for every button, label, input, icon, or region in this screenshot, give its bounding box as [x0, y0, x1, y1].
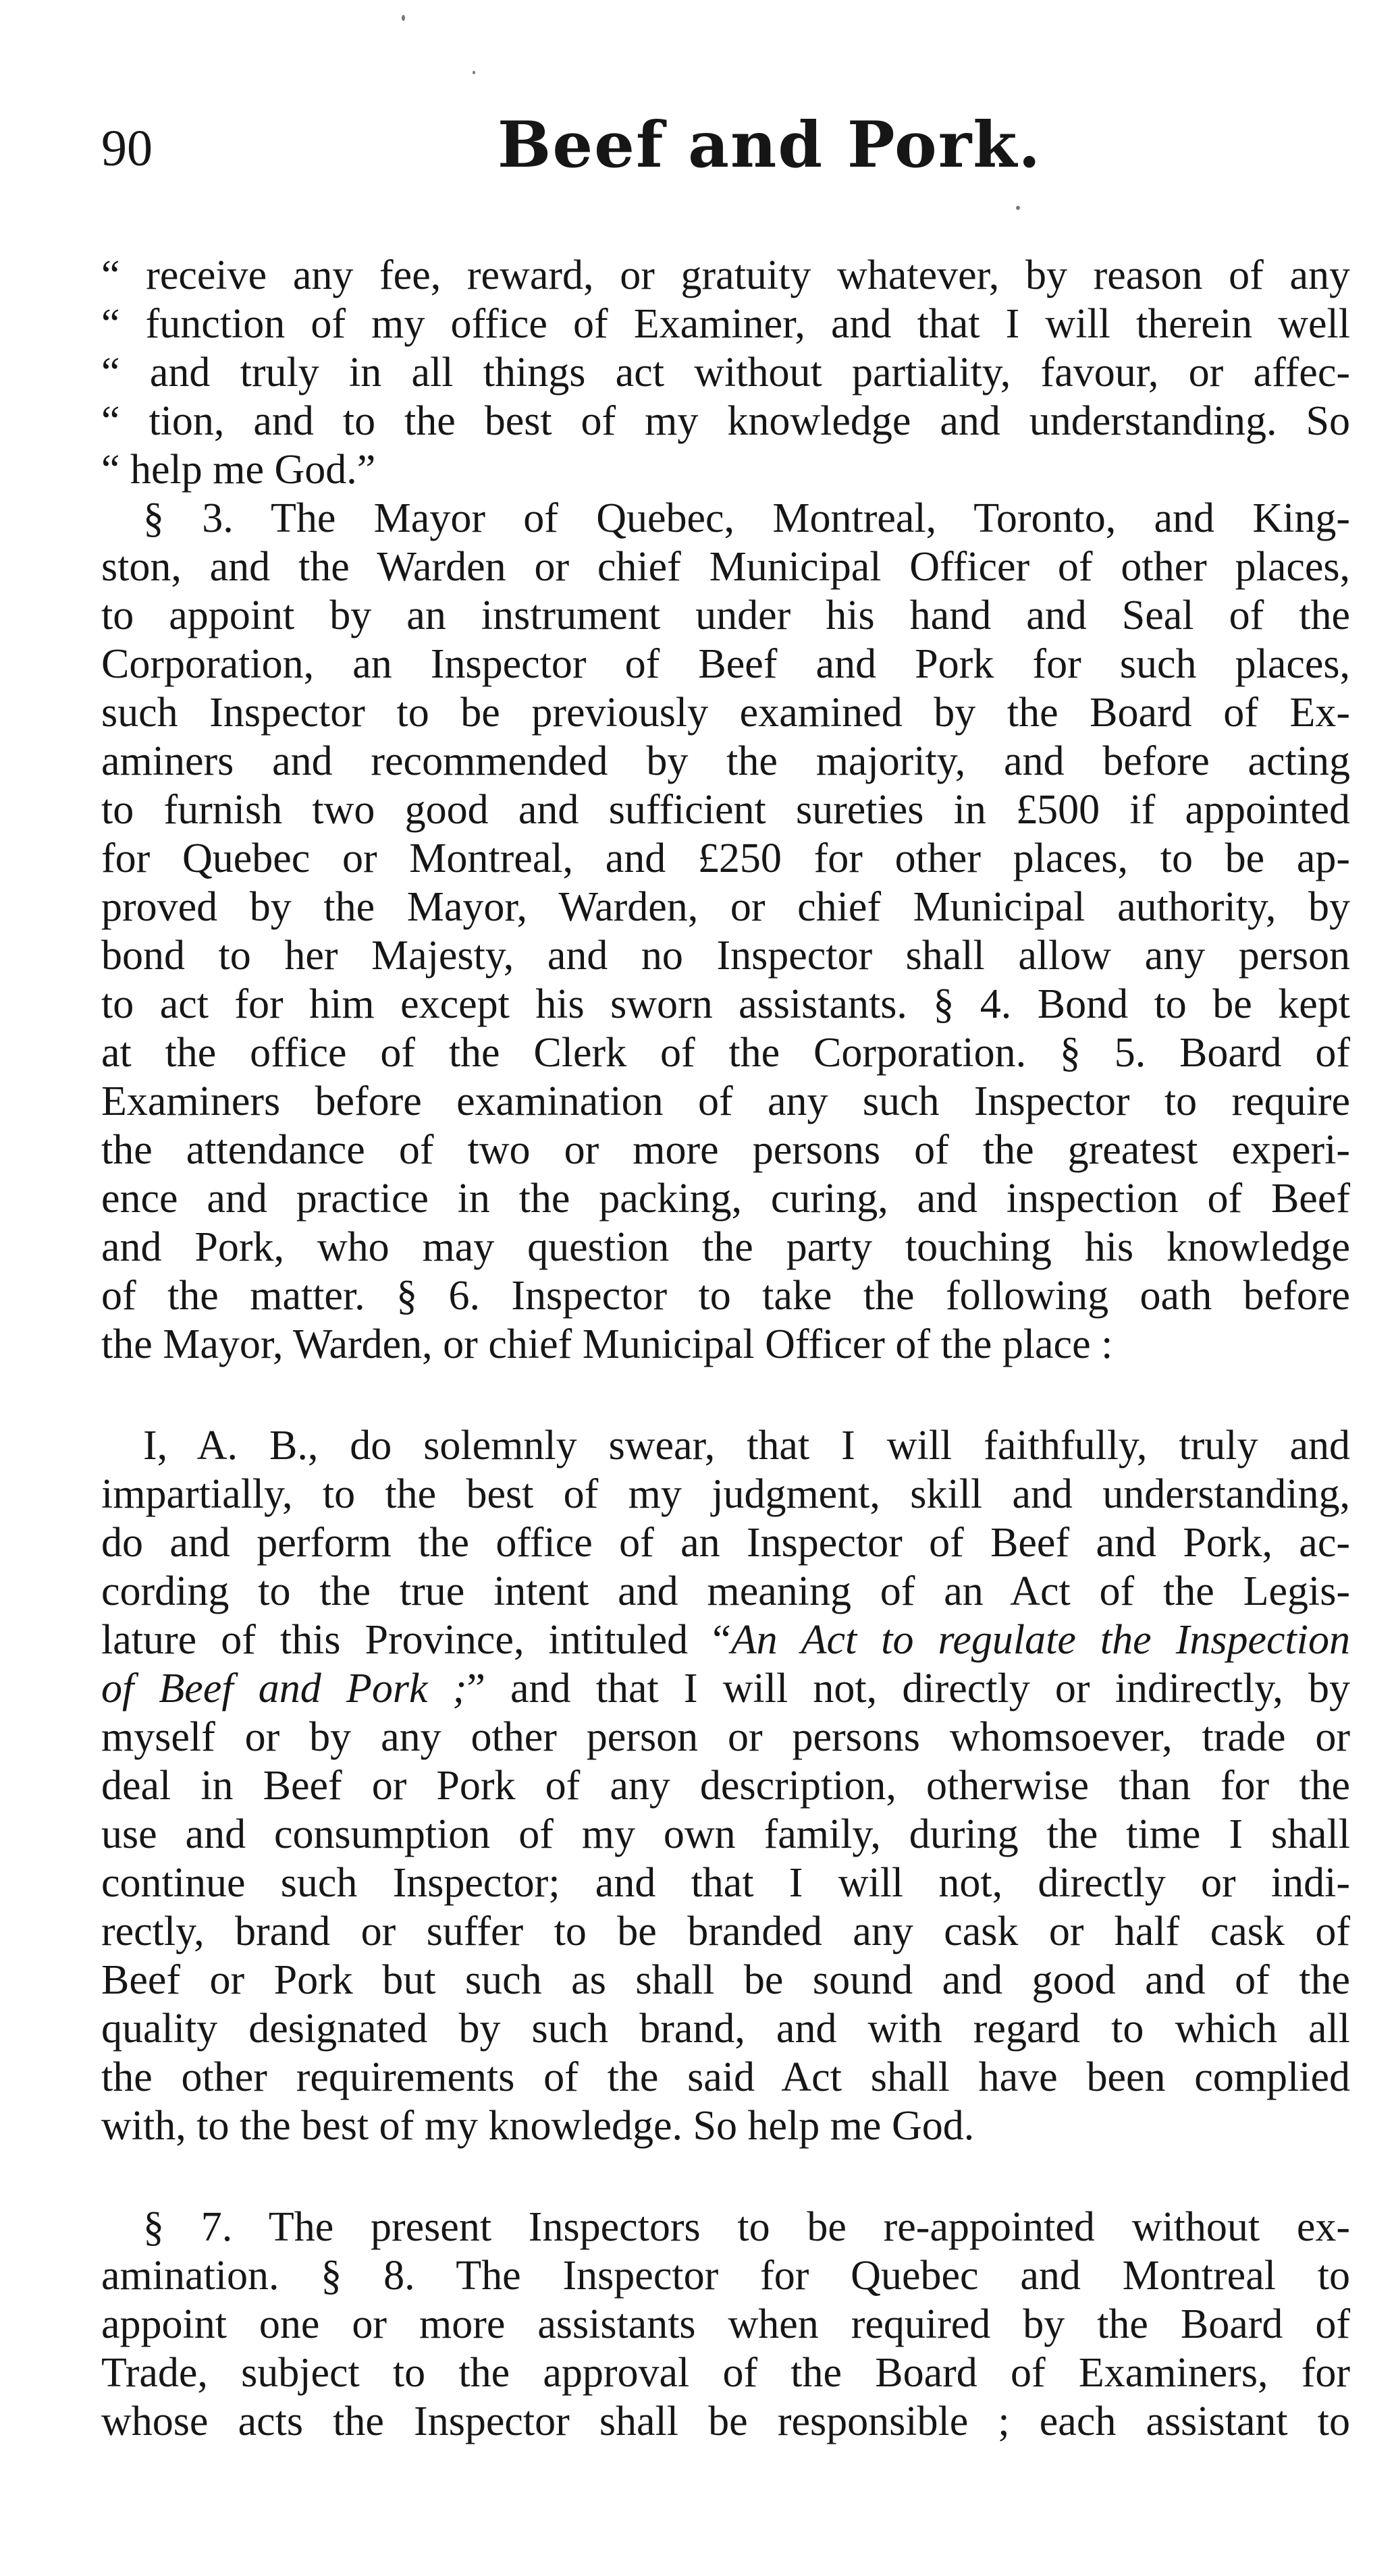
text-line: for Quebec or Montreal, and £250 for other places, to be ap-: [101, 835, 1350, 881]
text-line: continue such Inspector; and that I will not, directly or indi-: [101, 1860, 1350, 1906]
text-line: to act for him except his sworn assistants. § 4. Bond to be kept: [101, 981, 1350, 1027]
section-7-paragraph: [101, 2203, 1350, 2446]
text-line: Beef or Pork but such as shall be sound and good and of the: [101, 1957, 1350, 2003]
text-line: “ help me God.”: [101, 447, 376, 493]
text-line: myself or by any other person or persons whomsoever, trade or: [101, 1714, 1350, 1760]
text-line: “ tion, and to the best of my knowledge and understanding. So: [101, 398, 1350, 444]
text-line: ston, and the Warden or chief Municipal Officer of other places,: [101, 544, 1350, 590]
text-line: [101, 1616, 1350, 1664]
text-line: such Inspector to be previously examined by the Board of Ex-: [101, 690, 1350, 736]
text-line: aminers and recommended by the majority, and before acting: [101, 738, 1350, 784]
act-title-italic: An Act to regulate the Inspection: [730, 1617, 1350, 1663]
body-text: [101, 251, 1350, 2446]
text-segment: lature of this Province, intituled “: [101, 1617, 731, 1663]
text-line: the other requirements of the said Act shall have been complied: [101, 2054, 1350, 2100]
text-line: and Pork, who may question the party touching his knowledge: [101, 1224, 1350, 1270]
running-title: Beef and Pork.: [497, 108, 1042, 182]
paragraph-gap: [101, 2150, 1350, 2203]
text-line: at the office of the Clerk of the Corporation. § 5. Board of: [101, 1030, 1350, 1076]
text-segment: ” and that I will not, directly or indirectly, by: [466, 1666, 1350, 1711]
text-line: the attendance of two or more persons of the greatest experi-: [101, 1127, 1350, 1173]
text-line: § 3. The Mayor of Quebec, Montreal, Toronto, and King-: [143, 495, 1350, 541]
text-line: whose acts the Inspector shall be responsible ; each assistant to: [101, 2399, 1350, 2444]
text-line: “ receive any fee, reward, or gratuity whatever, by reason of any: [101, 252, 1350, 298]
text-line: with, to the best of my knowledge. So help me God.: [101, 2103, 975, 2149]
text-line: proved by the Mayor, Warden, or chief Municipal authority, by: [101, 884, 1350, 930]
text-line: Corporation, an Inspector of Beef and Pork for such places,: [101, 641, 1350, 687]
text-line: use and consumption of my own family, during the time I shall: [101, 1811, 1350, 1857]
print-speck: [473, 71, 475, 74]
page-header: [101, 101, 1350, 209]
text-line: impartially, to the best of my judgment, skill and understanding,: [101, 1471, 1350, 1517]
text-line: Trade, subject to the approval of the Board of Examiners, for: [101, 2350, 1350, 2396]
inspector-oath-paragraph: [101, 1421, 1350, 2150]
text-line: ence and practice in the packing, curing, and inspection of Beef: [101, 1176, 1350, 1222]
print-speck: [1016, 206, 1020, 210]
text-line: “ function of my office of Examiner, and that I will therein well: [101, 301, 1350, 347]
paragraph-gap: [101, 1369, 1350, 1421]
text-line: rectly, brand or suffer to be branded any cask or half cask of: [101, 1909, 1350, 1954]
text-line: deal in Beef or Pork of any description, otherwise than for the: [101, 1763, 1350, 1809]
text-line: to furnish two good and sufficient sureties in £500 if appointed: [101, 787, 1350, 833]
oath-continuation-paragraph: [101, 251, 1350, 494]
text-line: [101, 1664, 1350, 1713]
act-title-italic: of Beef and Pork ;: [101, 1666, 467, 1711]
page-number: 90: [101, 120, 153, 177]
text-line: Examiners before examination of any such Inspector to require: [101, 1078, 1350, 1124]
text-line: do and perform the office of an Inspector of Beef and Pork, ac-: [101, 1520, 1350, 1566]
text-line: cording to the true intent and meaning of an Act of the Legis-: [101, 1568, 1350, 1614]
text-line: § 7. The present Inspectors to be re-appointed without ex-: [143, 2204, 1350, 2250]
text-line: of the matter. § 6. Inspector to take the following oath before: [101, 1273, 1350, 1319]
section-3-paragraph: [101, 494, 1350, 1369]
text-line: amination. § 8. The Inspector for Quebec and Montreal to: [101, 2253, 1350, 2299]
text-line: the Mayor, Warden, or chief Municipal Officer of the place :: [101, 1321, 1113, 1367]
text-line: “ and truly in all things act without partiality, favour, or affec-: [101, 350, 1350, 395]
text-line: quality designated by such brand, and with regard to which all: [101, 2006, 1350, 2052]
print-speck: [402, 15, 405, 21]
text-line: I, A. B., do solemnly swear, that I will faithfully, truly and: [143, 1423, 1350, 1469]
text-line: to appoint by an instrument under his hand and Seal of the: [101, 593, 1350, 638]
text-line: bond to her Majesty, and no Inspector shall allow any person: [101, 933, 1350, 979]
text-line: appoint one or more assistants when required by the Board of: [101, 2301, 1350, 2347]
